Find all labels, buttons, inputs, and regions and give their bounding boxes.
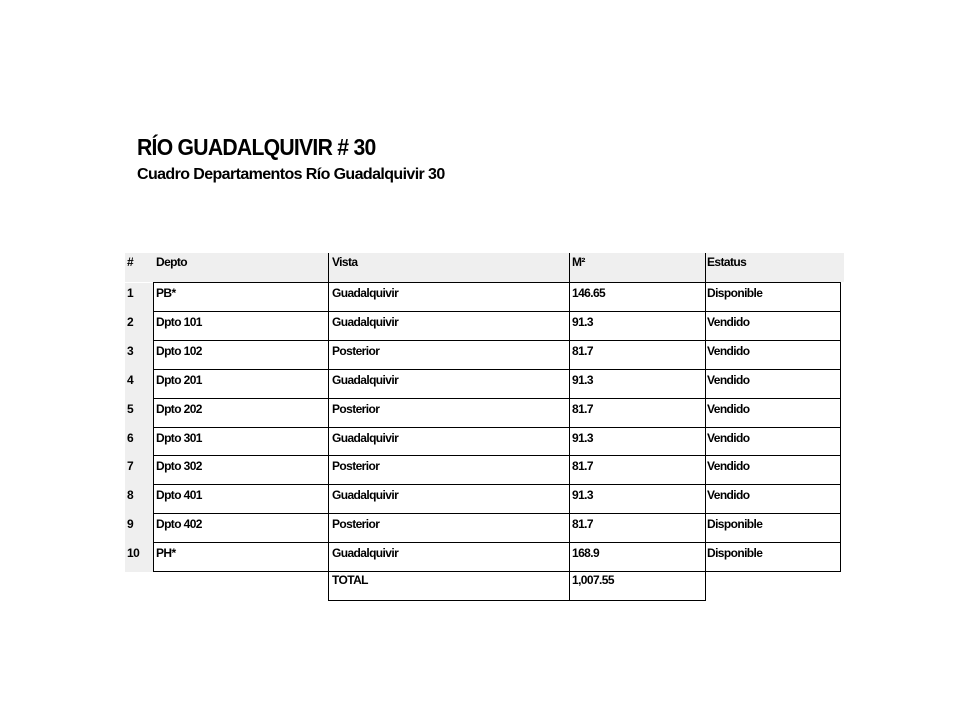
row-m2: 81.7: [572, 401, 593, 416]
row-estatus: Disponible: [707, 286, 763, 300]
row-depto: Dpto 201: [156, 372, 202, 387]
row-estatus: Vendido: [707, 459, 750, 474]
row-estatus: Disponible: [707, 546, 763, 561]
header-m2: M²: [572, 255, 585, 269]
row-vista: Guadalquivir: [332, 314, 399, 329]
row-m2: 168.9: [572, 546, 600, 561]
row-divider: [153, 513, 841, 514]
row-number: 2: [127, 314, 134, 329]
row-depto: PH*: [156, 546, 176, 561]
row-number: 9: [127, 517, 134, 532]
row-m2: 81.7: [572, 459, 593, 474]
row-m2: 91.3: [572, 430, 593, 445]
row-m2: 91.3: [572, 314, 593, 329]
row-estatus: Vendido: [707, 401, 750, 416]
row-m2: 146.65: [572, 286, 606, 300]
row-depto: Dpto 301: [156, 430, 202, 445]
column-divider: [153, 282, 154, 571]
row-number: 6: [127, 430, 134, 445]
row-m2: 91.3: [572, 488, 593, 503]
row-divider: [153, 311, 841, 312]
header-number: #: [127, 255, 134, 269]
total-value: 1,007.55: [572, 573, 614, 587]
row-vista: Posterior: [332, 459, 380, 474]
row-m2: 81.7: [572, 517, 593, 532]
row-vista: Posterior: [332, 343, 380, 358]
row-number: 1: [127, 286, 134, 300]
row-depto: Dpto 401: [156, 488, 202, 503]
row-depto: Dpto 101: [156, 314, 202, 329]
row-m2: 81.7: [572, 343, 593, 358]
table-row: [125, 312, 844, 341]
table-row: [125, 370, 844, 399]
row-vista: Guadalquivir: [332, 372, 399, 387]
row-depto: PB*: [156, 286, 176, 300]
row-estatus: Vendido: [707, 488, 750, 503]
row-divider: [153, 369, 841, 370]
table-row: [125, 514, 844, 543]
header-depto: Depto: [156, 255, 187, 269]
row-depto: Dpto 102: [156, 343, 202, 358]
header-estatus: Estatus: [707, 255, 747, 269]
table-row: [125, 543, 844, 572]
row-number: 3: [127, 343, 134, 358]
row-estatus: Vendido: [707, 430, 750, 445]
row-depto: Dpto 202: [156, 401, 202, 416]
row-number: 5: [127, 401, 134, 416]
header-vista: Vista: [332, 255, 358, 269]
table-row: [125, 399, 844, 428]
row-divider: [153, 427, 841, 428]
table-row: [125, 485, 844, 514]
row-estatus: Vendido: [707, 372, 750, 387]
page-subtitle: Cuadro Departamentos Río Guadalquivir 30: [137, 166, 445, 183]
row-vista: Guadalquivir: [332, 546, 399, 561]
column-divider: [840, 282, 841, 571]
row-divider: [153, 484, 841, 485]
row-m2: 91.3: [572, 372, 593, 387]
row-depto: Dpto 402: [156, 517, 202, 532]
row-vista: Guadalquivir: [332, 430, 399, 445]
row-divider: [153, 282, 841, 283]
row-divider: [153, 571, 841, 572]
column-divider: [328, 253, 329, 601]
row-vista: Posterior: [332, 517, 380, 532]
total-label: TOTAL: [332, 573, 368, 587]
row-estatus: Vendido: [707, 314, 750, 329]
table-row: [125, 283, 844, 312]
row-estatus: Vendido: [707, 343, 750, 358]
row-divider: [153, 398, 841, 399]
row-vista: Posterior: [332, 401, 380, 416]
row-divider: [153, 455, 841, 456]
row-vista: Guadalquivir: [332, 488, 399, 503]
total-divider: [328, 600, 706, 601]
row-number: 10: [127, 546, 140, 561]
table-row: [125, 456, 844, 485]
row-number: 4: [127, 372, 134, 387]
column-divider: [705, 253, 706, 601]
row-number: 7: [127, 459, 134, 474]
row-estatus: Disponible: [707, 517, 763, 532]
row-depto: Dpto 302: [156, 459, 202, 474]
row-divider: [153, 340, 841, 341]
column-divider: [569, 253, 570, 601]
row-number: 8: [127, 488, 134, 503]
row-vista: Guadalquivir: [332, 286, 399, 300]
row-divider: [153, 542, 841, 543]
page-title: RÍO GUADALQUIVIR # 30: [137, 134, 376, 160]
table-row: [125, 428, 844, 457]
table-row: [125, 341, 844, 370]
